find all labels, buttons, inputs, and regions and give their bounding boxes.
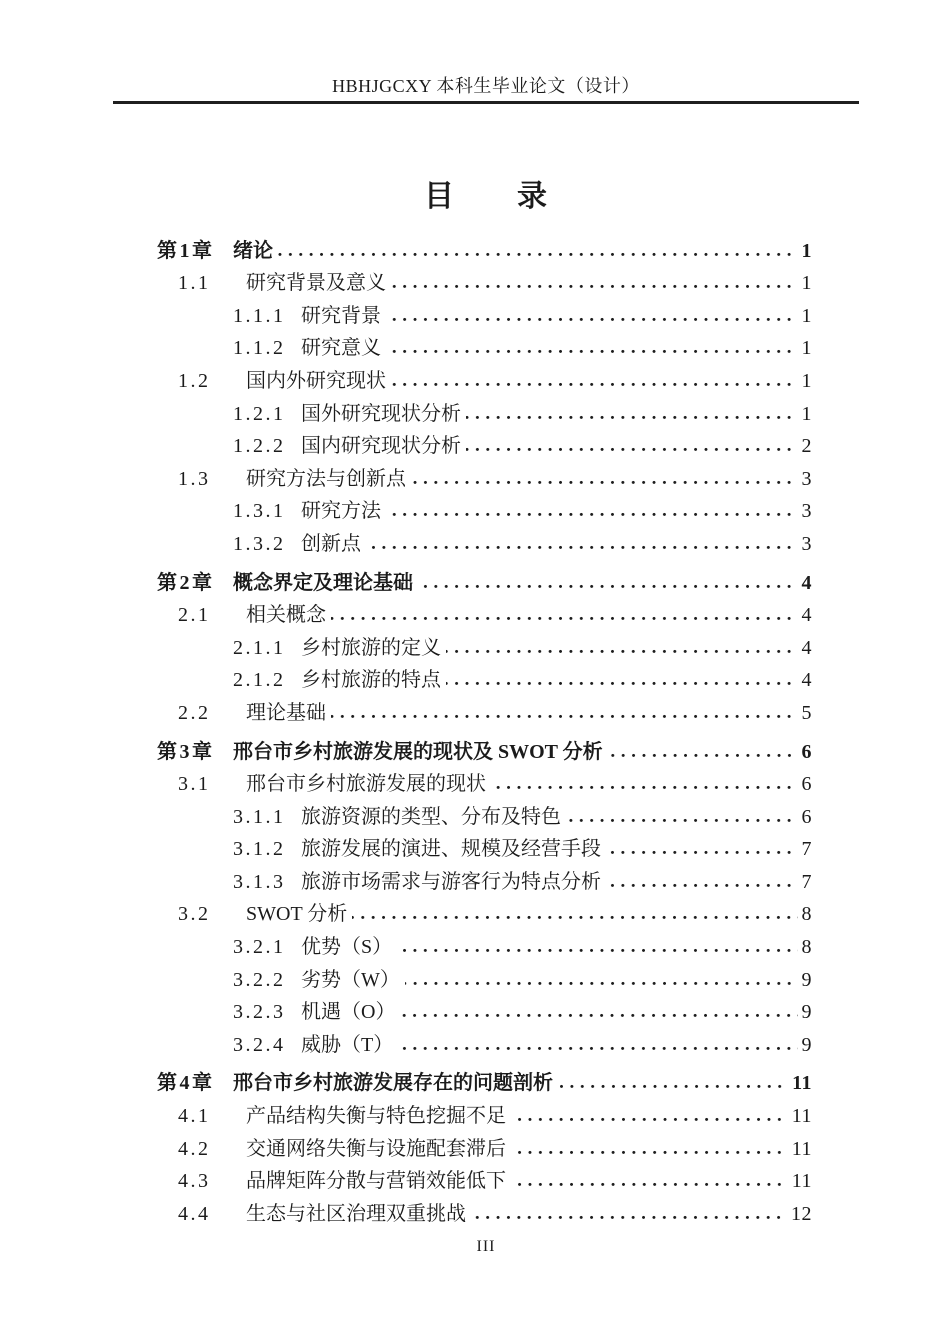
toc-entry-number: 3.1.2	[233, 838, 286, 861]
toc-entry-page: 1	[801, 369, 812, 392]
toc-entry-row[interactable]	[157, 1165, 812, 1198]
toc-entry-title: 研究方法	[301, 500, 381, 523]
toc-entry-row[interactable]	[157, 599, 812, 632]
toc-entry-page: 8	[801, 936, 812, 959]
toc-entry-page: 5	[801, 701, 812, 724]
toc-entry-number: 3.2.3	[233, 1001, 286, 1024]
toc-entry-number: 1.1	[178, 272, 211, 295]
dot-leader	[558, 1083, 788, 1089]
toc-entry-title: 绪论	[233, 239, 273, 262]
page-number: III	[476, 1238, 496, 1256]
toc-entry-page: 9	[801, 1001, 812, 1024]
toc-entry-number: 3.1	[178, 773, 211, 796]
toc-entry-title: 相关概念	[246, 604, 326, 627]
toc-entry-title: 机遇（O）	[301, 1001, 396, 1024]
toc-entry-page: 11	[791, 1105, 812, 1128]
toc-entry-number: 1.3.1	[233, 500, 286, 523]
toc-entry-title: 生态与社区治理双重挑战	[246, 1202, 466, 1225]
dot-leader	[386, 511, 798, 517]
toc-entry-row[interactable]	[157, 365, 812, 398]
toc-entry-number: 4.2	[178, 1137, 211, 1160]
dot-leader	[397, 947, 797, 953]
toc-entry-title: 国内外研究现状	[246, 369, 386, 392]
dot-leader	[511, 1149, 788, 1155]
dot-leader	[331, 615, 798, 621]
toc-entry-title: 邢台市乡村旅游发展的现状	[246, 773, 486, 796]
toc-entry-row[interactable]	[157, 495, 812, 528]
toc-entry-page: 4	[801, 571, 812, 594]
toc-entry-page: 7	[801, 838, 812, 861]
dot-leader	[471, 1214, 787, 1220]
toc-entry-page: 3	[801, 500, 812, 523]
toc-entry-row[interactable]	[157, 332, 812, 365]
toc-entry-page: 6	[801, 740, 812, 763]
toc-entry-title: 邢台市乡村旅游发展的现状及 SWOT 分析	[233, 740, 603, 763]
toc-entry-number: 3.1.3	[233, 870, 286, 893]
toc-chapter-row[interactable]	[157, 567, 812, 600]
toc-entry-title: 研究方法与创新点	[246, 467, 406, 490]
toc-entry-number: 1.2	[178, 369, 211, 392]
toc-entry-row[interactable]	[157, 898, 812, 931]
toc-entry-row[interactable]	[157, 768, 812, 801]
toc-entry-row[interactable]	[157, 430, 812, 463]
dot-leader	[391, 381, 798, 387]
dot-leader	[278, 251, 798, 257]
toc-entry-title: 研究背景及意义	[246, 272, 386, 295]
toc-entry-number: 1.1.1	[233, 304, 286, 327]
toc-entry-row[interactable]	[157, 931, 812, 964]
dot-leader	[331, 713, 798, 719]
dot-leader	[606, 849, 798, 855]
toc-entry-page: 11	[791, 1170, 812, 1193]
dot-leader	[411, 479, 798, 485]
toc-entry-number: 1.1.2	[233, 337, 286, 360]
dot-leader	[386, 348, 798, 354]
toc-entry-title: 品牌矩阵分散与营销效能低下	[246, 1170, 506, 1193]
toc-entry-row[interactable]	[157, 398, 812, 431]
toc-entry-row[interactable]	[157, 1029, 812, 1062]
dot-leader	[511, 1116, 788, 1122]
toc-entry-page: 2	[801, 435, 812, 458]
toc-entry-title: 国内研究现状分析	[301, 435, 461, 458]
toc-entry-page: 9	[801, 968, 812, 991]
toc-entry-title: 威胁（T）	[301, 1033, 394, 1056]
toc-entry-number: 3.2.4	[233, 1033, 286, 1056]
dot-leader	[466, 414, 798, 420]
page-header	[113, 74, 859, 104]
toc-entry-number: 1.3	[178, 467, 211, 490]
dot-leader	[491, 784, 798, 790]
toc-entry-title: 国外研究现状分析	[301, 402, 461, 425]
dot-leader	[446, 648, 798, 654]
toc-entry-page: 1	[801, 304, 812, 327]
toc-entry-row[interactable]	[157, 866, 812, 899]
toc-entry-number: 4.4	[178, 1202, 211, 1225]
toc-entry-row[interactable]	[157, 1198, 812, 1231]
toc-entry-page: 8	[801, 903, 812, 926]
toc-title: 目 录	[424, 179, 548, 213]
toc-entry-title: 乡村旅游的特点	[301, 669, 441, 692]
toc-entry-page: 4	[801, 636, 812, 659]
toc-entry-title: 邢台市乡村旅游发展存在的问题剖析	[233, 1072, 553, 1095]
toc-entry-page: 11	[792, 1072, 812, 1095]
toc-entry-number: 3.1.1	[233, 805, 286, 828]
dot-leader	[511, 1181, 788, 1187]
dot-leader	[606, 882, 798, 888]
toc-entry-row[interactable]	[157, 664, 812, 697]
toc-entry-number: 2.1.1	[233, 636, 286, 659]
toc-entry-row[interactable]	[157, 697, 812, 730]
toc-entry-title: 创新点	[301, 532, 361, 555]
toc-entry-page: 4	[801, 669, 812, 692]
toc-entry-row[interactable]	[157, 801, 812, 834]
toc-entry-number: 1.2.1	[233, 402, 286, 425]
dot-leader	[566, 817, 798, 823]
toc-entry-page: 4	[801, 604, 812, 627]
toc-entry-title: 理论基础	[246, 701, 326, 724]
toc-entry-number: 2.1	[178, 604, 211, 627]
toc-entry-row[interactable]	[157, 996, 812, 1029]
toc-entry-title: 乡村旅游的定义	[301, 636, 441, 659]
toc-entry-row[interactable]	[157, 267, 812, 300]
toc-entry-page: 12	[791, 1202, 812, 1225]
toc-entry-title: 交通网络失衡与设施配套滞后	[246, 1137, 506, 1160]
toc-entry-number: 第2章	[157, 571, 215, 594]
toc-entry-number: 2.1.2	[233, 669, 286, 692]
toc-entry-page: 3	[801, 532, 812, 555]
toc-entry-page: 6	[801, 805, 812, 828]
toc-entry-number: 4.1	[178, 1105, 211, 1128]
toc-entry-page: 1	[801, 239, 812, 262]
toc-entry-page: 3	[801, 467, 812, 490]
dot-leader	[386, 316, 798, 322]
toc-entry-number: 1.3.2	[233, 532, 286, 555]
toc-entry-number: 第4章	[157, 1072, 215, 1095]
toc-entry-title: 旅游发展的演进、规模及经营手段	[301, 838, 601, 861]
toc-entry-page: 11	[791, 1137, 812, 1160]
header-title: HBHJGCXY 本科生毕业论文（设计）	[332, 76, 640, 96]
toc-entry-number: 第1章	[157, 239, 215, 262]
toc-entry-row[interactable]	[157, 1100, 812, 1133]
toc-entry-title: 优势（S）	[301, 936, 393, 959]
dot-leader	[391, 283, 798, 289]
toc-entry-title: 劣势（W）	[301, 968, 400, 991]
toc-entry-title: 概念界定及理论基础	[233, 571, 413, 594]
toc-chapter-row[interactable]	[157, 736, 812, 769]
toc-entry-number: 1.2.2	[233, 435, 286, 458]
dot-leader	[352, 914, 797, 920]
page-footer	[113, 1237, 859, 1257]
toc-entry-number: 第3章	[157, 740, 215, 763]
dot-leader	[418, 583, 798, 589]
toc-entry-row[interactable]	[157, 528, 812, 561]
toc-entry-row[interactable]	[157, 833, 812, 866]
toc-entry-title: 旅游资源的类型、分布及特色	[301, 805, 561, 828]
toc-chapter-row[interactable]	[157, 1067, 812, 1100]
toc-entry-number: 3.2.2	[233, 968, 286, 991]
toc-entry-title: SWOT 分析	[246, 903, 348, 926]
toc-entry-row[interactable]	[157, 964, 812, 997]
toc-entry-page: 1	[801, 337, 812, 360]
toc-entry-page: 9	[801, 1033, 812, 1056]
dot-leader	[398, 1045, 797, 1051]
dot-leader	[400, 1012, 797, 1018]
dot-leader	[446, 680, 798, 686]
header-divider	[113, 101, 859, 104]
toc-entry-page: 6	[801, 773, 812, 796]
toc-entry-title: 研究背景	[301, 304, 381, 327]
toc-entry-page: 7	[801, 870, 812, 893]
toc-entry-row[interactable]	[157, 463, 812, 496]
toc-entry-row[interactable]	[157, 1133, 812, 1166]
toc-entry-number: 3.2	[178, 903, 211, 926]
toc-entry-page: 1	[801, 272, 812, 295]
toc-chapter-row[interactable]	[157, 235, 812, 268]
toc-entry-number: 2.2	[178, 701, 211, 724]
toc-entry-title: 研究意义	[301, 337, 381, 360]
toc-entry-row[interactable]	[157, 300, 812, 333]
toc-entry-title: 产品结构失衡与特色挖掘不足	[246, 1105, 506, 1128]
toc-entry-number: 4.3	[178, 1170, 211, 1193]
dot-leader	[466, 446, 798, 452]
toc-entry-page: 1	[801, 402, 812, 425]
dot-leader	[405, 980, 798, 986]
dot-leader	[608, 752, 798, 758]
table-of-contents	[157, 235, 812, 1231]
toc-entry-title: 旅游市场需求与游客行为特点分析	[301, 870, 601, 893]
dot-leader	[366, 544, 798, 550]
toc-entry-row[interactable]	[157, 632, 812, 665]
toc-entry-number: 3.2.1	[233, 936, 286, 959]
